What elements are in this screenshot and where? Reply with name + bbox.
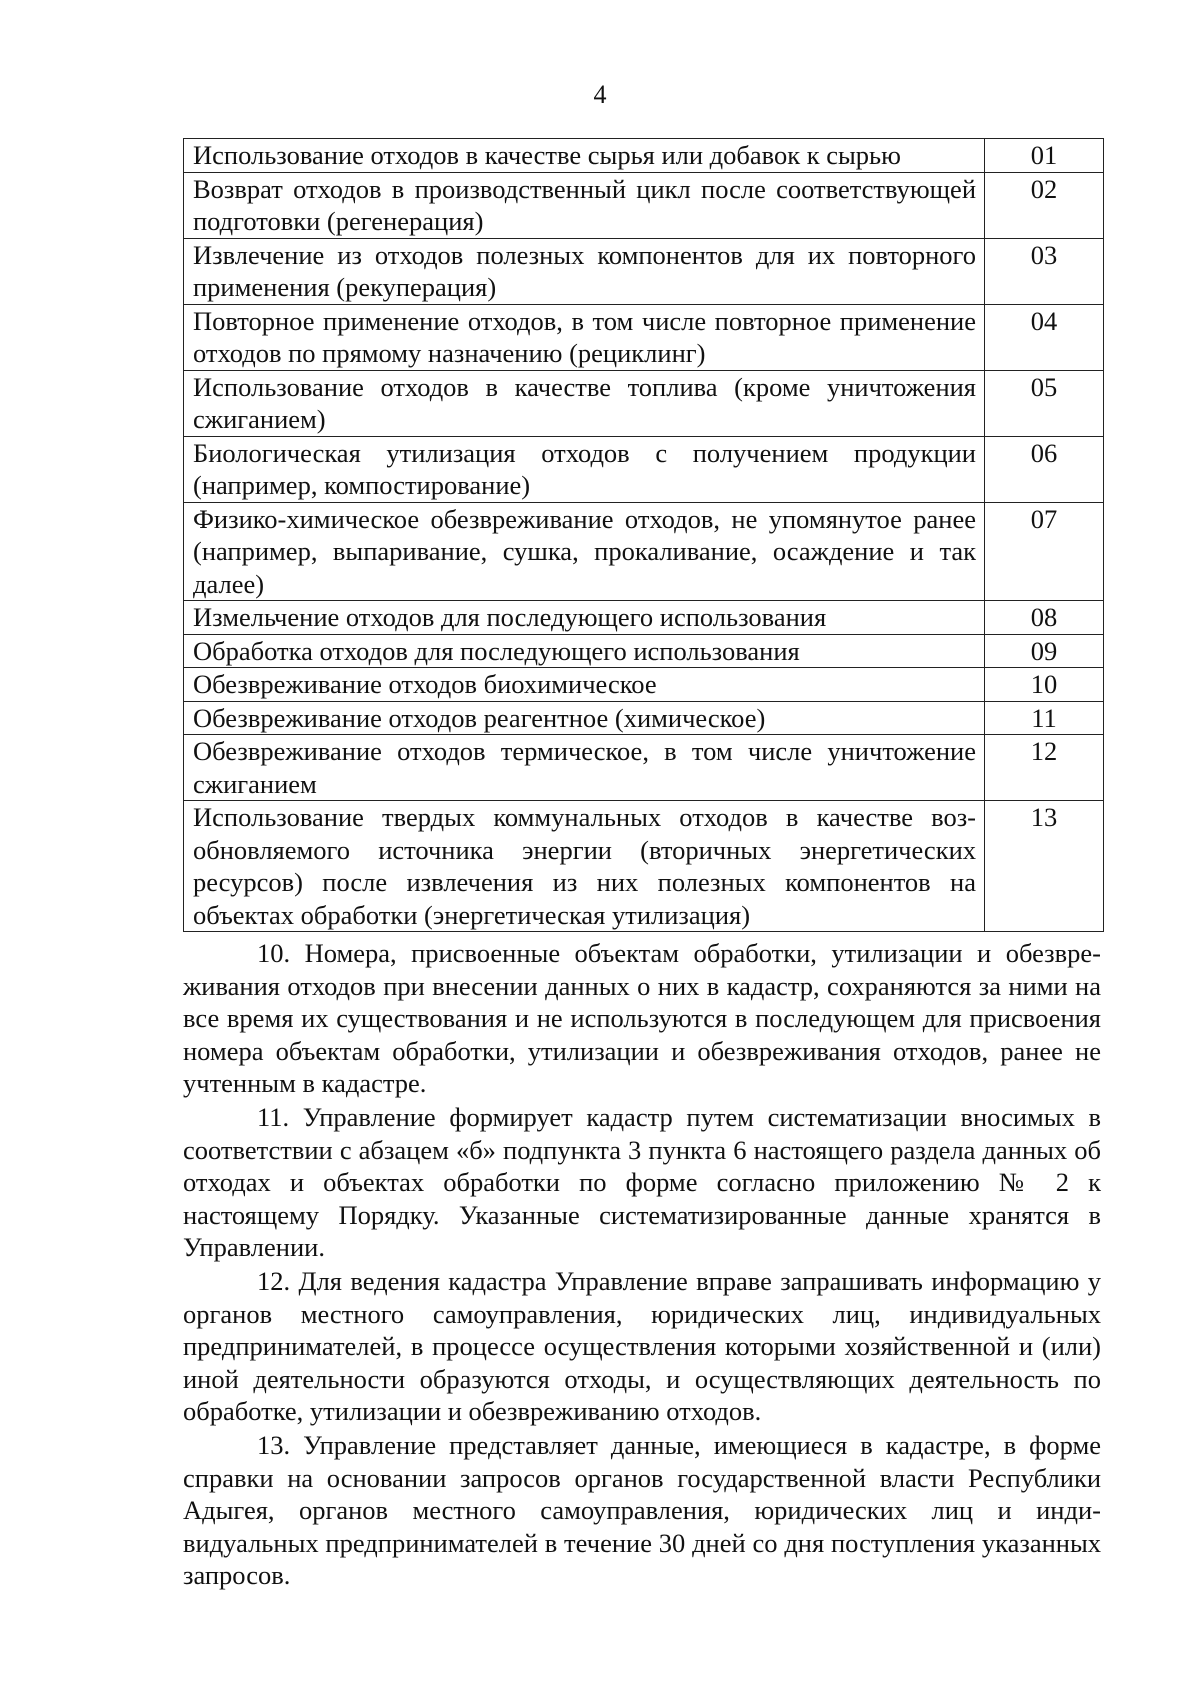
method-description: Обработка отходов для последующего использования (184, 634, 985, 668)
table-row (184, 735, 1104, 801)
method-description: Извлечение из отходов полезных компонентов для их повторного применения (рекуперация) (184, 238, 985, 304)
method-code: 01 (985, 139, 1104, 173)
method-description: Повторное применение отходов, в том числе повторное применение отходов по прямому назначению (рециклинг) (184, 304, 985, 370)
table-row (184, 634, 1104, 668)
waste-methods-table (183, 138, 1104, 932)
table-row (184, 601, 1104, 635)
method-description: Обезвреживание отходов биохимическое (184, 668, 985, 702)
table-row (184, 139, 1104, 173)
paragraph-12: 12. Для ведения кадастра Управление вправе запрашивать информацию у органов местного самоуправления, юридических лиц, индивидуальных предпринимателей, в процессе осуществления которыми хозяйственной и (или) иной деятельности образуются отходы, и осуществляющих деятельность по обработке, утилизации и обезвреживанию отходов. (183, 1265, 1101, 1427)
method-description: Использование отходов в качестве топлива (кроме уничтожения сжиганием) (184, 370, 985, 436)
page-number: 4 (593, 80, 607, 109)
waste-methods-table-container (183, 138, 1101, 932)
method-description: Физико-химическое обезвреживание отходов, не упомянутое ранее (например, выпаривание, сушка, прокаливание, осаждение и так далее) (184, 502, 985, 601)
table-row (184, 304, 1104, 370)
method-code: 04 (985, 304, 1104, 370)
table-row (184, 701, 1104, 735)
table-row (184, 172, 1104, 238)
table-row (184, 436, 1104, 502)
method-code: 03 (985, 238, 1104, 304)
method-code: 08 (985, 601, 1104, 635)
paragraph-11: 11. Управление формирует кадастр путем систематизации вносимых в соответствии с абзацем «б» подпункта 3 пункта 6 настоящего раздела данных об отходах и объектах обработки по форме согласно приложению № 2 к настоящему Порядку. Указанные систематизированные данные хранятся в Управлении. (183, 1101, 1101, 1263)
table-row (184, 502, 1104, 601)
method-description: Возврат отходов в производственный цикл после соответствующей подготовки (регенерация) (184, 172, 985, 238)
method-description: Биологическая утилизация отходов с получением продукции (например, компостирование) (184, 436, 985, 502)
method-code: 10 (985, 668, 1104, 702)
method-code: 13 (985, 801, 1104, 932)
method-code: 05 (985, 370, 1104, 436)
method-code: 11 (985, 701, 1104, 735)
method-code: 07 (985, 502, 1104, 601)
table-row (184, 370, 1104, 436)
table-row (184, 801, 1104, 932)
method-description: Использование твердых коммунальных отходов в качестве возобновляемого источника энергии (вторичных энергетических ресурсов) после извлечения из них полезных компонентов на объектах обработки (энергетическая утилизация) (184, 801, 985, 932)
body-text (183, 937, 1101, 1593)
paragraph-13: 13. Управление представляет данные, имеющиеся в кадастре, в форме справки на основании запросов органов государственной власти Республики Адыгея, органов местного самоуправления, юридических лиц и индивидуальных предпринимателей в течение 30 дней со дня поступления указанных запросов. (183, 1429, 1101, 1591)
paragraph-10: 10. Номера, присвоенные объектам обработки, утилизации и обезвреживания отходов при внесении данных о них в кадастр, сохраняются за ними на все время их существования и не используются в последующем для присвоения номера объектам обработки, утилизации и обезвреживания отходов, ранее не учтенным в кадастре. (183, 938, 1101, 1099)
table-row (184, 238, 1104, 304)
method-description: Обезвреживание отходов термическое, в том числе уничтожение сжиганием (184, 735, 985, 801)
table-row (184, 668, 1104, 702)
method-description: Обезвреживание отходов реагентное (химическое) (184, 701, 985, 735)
method-code: 06 (985, 436, 1104, 502)
method-code: 12 (985, 735, 1104, 801)
method-description: Использование отходов в качестве сырья или добавок к сырью (184, 139, 985, 173)
method-code: 02 (985, 172, 1104, 238)
method-description: Измельчение отходов для последующего использования (184, 601, 985, 635)
method-code: 09 (985, 634, 1104, 668)
